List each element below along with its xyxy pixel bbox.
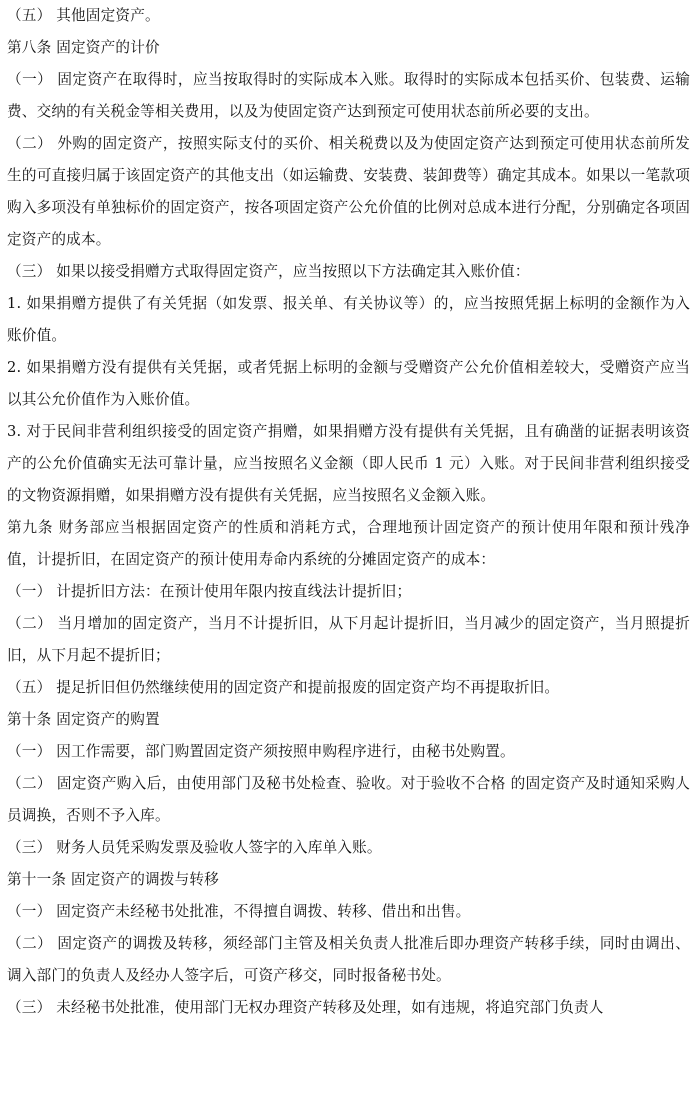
article-heading: 第十条 固定资产的购置	[7, 711, 160, 728]
paragraph: （三） 财务人员凭采购发票及验收人签字的入库单入账。	[7, 839, 382, 856]
paragraph: 1. 如果捐赠方提供了有关凭据（如发票、报关单、有关协议等）的，应当按照凭据上标明的金额作为入账价值。	[7, 295, 690, 344]
paragraph: （二） 固定资产的调拨及转移，须经部门主管及相关负责人批准后即办理资产转移手续，同时由调出、调入部门的负责人及经办人签字后，可资产移交，同时报备秘书处。	[7, 935, 690, 984]
paragraph: （一） 固定资产在取得时，应当按取得时的实际成本入账。取得时的实际成本包括买价、包装费、运输费、交纳的有关税金等相关费用，以及为使固定资产达到预定可使用状态前所必要的支出。	[7, 71, 690, 120]
article-heading: 第十一条 固定资产的调拨与转移	[7, 871, 219, 888]
document-body	[7, 0, 690, 1024]
paragraph: （三） 未经秘书处批准，使用部门无权办理资产转移及处理，如有违规，将追究部门负责人	[7, 999, 604, 1016]
paragraph: （五） 其他固定资产。	[7, 7, 160, 24]
paragraph: （三） 如果以接受捐赠方式取得固定资产，应当按照以下方法确定其入账价值：	[7, 263, 530, 280]
paragraph: （一） 因工作需要，部门购置固定资产须按照申购程序进行，由秘书处购置。	[7, 743, 515, 760]
paragraph: （二） 固定资产购入后，由使用部门及秘书处检查、验收。对于验收不合格 的固定资产及时通知采购人员调换，否则不予入库。	[7, 775, 690, 824]
paragraph: （一） 固定资产未经秘书处批准，不得擅自调拨、转移、借出和出售。	[7, 903, 471, 920]
article-heading: 第九条 财务部应当根据固定资产的性质和消耗方式，合理地预计固定资产的预计使用年限和预计残净值，计提折旧，在固定资产的预计使用寿命内系统的分摊固定资产的成本：	[7, 519, 690, 568]
paragraph: 3. 对于民间非营利组织接受的固定资产捐赠，如果捐赠方没有提供有关凭据，且有确凿的证据表明该资产的公允价值确实无法可靠计量，应当按照名义金额（即人民币 1 元）入账。对于民间非营利组织接受的文物资源捐赠，如果捐赠方没有提供有关凭据，应当按照名义金额入账。	[7, 423, 690, 504]
paragraph: （五） 提足折旧但仍然继续使用的固定资产和提前报废的固定资产均不再提取折旧。	[7, 679, 560, 696]
paragraph: （一） 计提折旧方法：在预计使用年限内按直线法计提折旧；	[7, 583, 412, 600]
paragraph: （二） 当月增加的固定资产，当月不计提折旧，从下月起计提折旧，当月减少的固定资产，当月照提折旧，从下月起不提折旧；	[7, 615, 690, 664]
paragraph: 2. 如果捐赠方没有提供有关凭据，或者凭据上标明的金额与受赠资产公允价值相差较大，受赠资产应当以其公允价值作为入账价值。	[7, 359, 690, 408]
paragraph: （二） 外购的固定资产，按照实际支付的买价、相关税费以及为使固定资产达到预定可使用状态前所发生的可直接归属于该固定资产的其他支出（如运输费、安装费、装卸费等）确定其成本。如果以一笔款项购入多项没有单独标价的固定资产，按各项固定资产公允价值的比例对总成本进行分配，分别确定各项固定资产的成本。	[7, 135, 690, 248]
article-heading: 第八条 固定资产的计价	[7, 39, 160, 56]
